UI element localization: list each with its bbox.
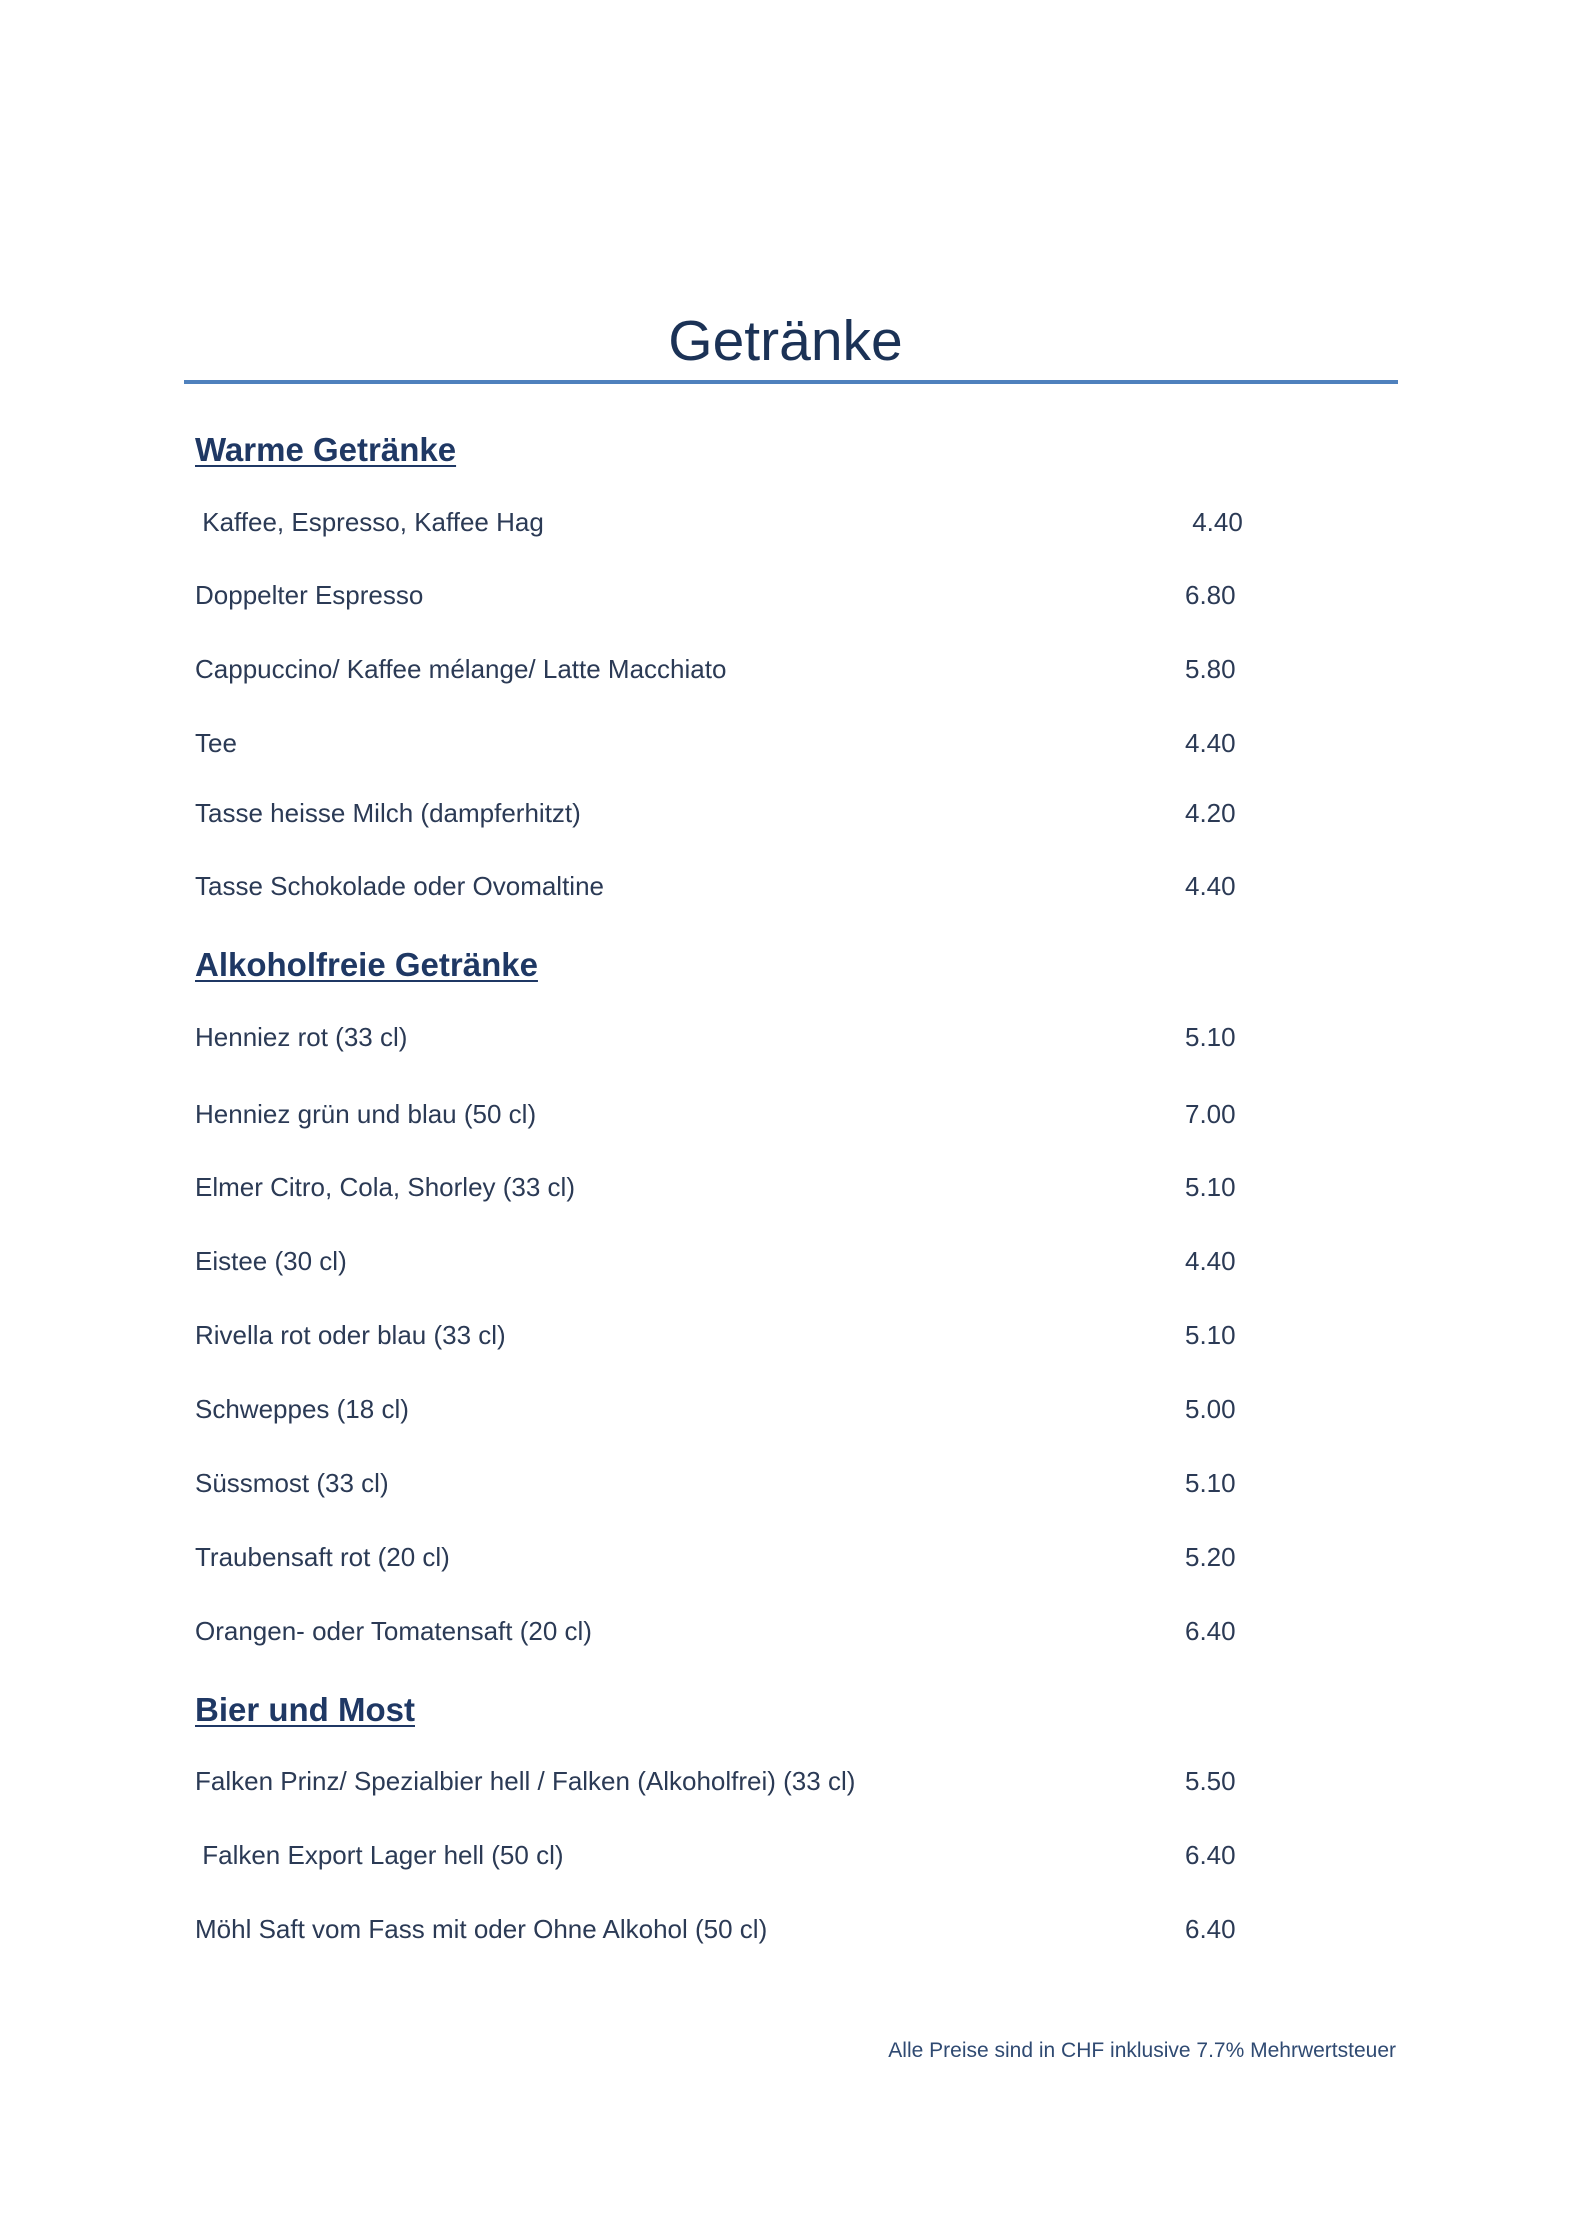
menu-item-price: 5.10 xyxy=(1185,1320,1236,1350)
menu-item-price: 4.40 xyxy=(1185,507,1243,537)
menu-item-name: Doppelter Espresso xyxy=(195,580,424,610)
menu-item-price: 7.00 xyxy=(1185,1099,1236,1129)
menu-item-name: Möhl Saft vom Fass mit oder Ohne Alkohol (50 cl) xyxy=(195,1914,768,1944)
title-divider xyxy=(184,380,1398,384)
section-heading-beer-cider: Bier und Most xyxy=(195,1691,415,1728)
section-heading-warm-drinks: Warme Getränke xyxy=(195,431,457,468)
section-heading-soft-drinks: Alkoholfreie Getränke xyxy=(195,946,538,983)
menu-item-price: 5.10 xyxy=(1185,1468,1236,1498)
menu-item-name: Rivella rot oder blau (33 cl) xyxy=(195,1320,506,1350)
menu-item-price: 4.40 xyxy=(1185,1246,1236,1276)
menu-item-price: 5.80 xyxy=(1185,654,1236,684)
menu-item-name: Henniez rot (33 cl) xyxy=(195,1022,408,1052)
menu-item-price: 5.00 xyxy=(1185,1394,1236,1424)
vat-footer-note: Alle Preise sind in CHF inklusive 7.7% Mehrwertsteuer xyxy=(888,2039,1396,2062)
menu-item-name: Falken Export Lager hell (50 cl) xyxy=(195,1840,564,1870)
menu-item-name: Eistee (30 cl) xyxy=(195,1246,347,1276)
menu-item-price: 6.80 xyxy=(1185,580,1236,610)
menu-item-price: 5.20 xyxy=(1185,1542,1236,1572)
menu-item-name: Kaffee, Espresso, Kaffee Hag xyxy=(195,507,544,537)
menu-item-name: Elmer Citro, Cola, Shorley (33 cl) xyxy=(195,1172,575,1202)
menu-item-name: Cappuccino/ Kaffee mélange/ Latte Macchiato xyxy=(195,654,727,684)
page-title: Getränke xyxy=(668,309,903,373)
menu-item-name: Traubensaft rot (20 cl) xyxy=(195,1542,450,1572)
menu-item-name: Süssmost (33 cl) xyxy=(195,1468,389,1498)
menu-item-name: Henniez grün und blau (50 cl) xyxy=(195,1099,537,1129)
menu-item-price: 6.40 xyxy=(1185,1914,1236,1944)
menu-item-price: 4.40 xyxy=(1185,728,1236,758)
menu-item-price: 4.20 xyxy=(1185,798,1236,828)
menu-item-name: Tee xyxy=(195,728,237,758)
menu-item-price: 5.50 xyxy=(1185,1766,1236,1796)
menu-item-name: Falken Prinz/ Spezialbier hell / Falken (Alkoholfrei) (33 cl) xyxy=(195,1766,856,1796)
menu-item-price: 6.40 xyxy=(1185,1840,1236,1870)
menu-item-price: 6.40 xyxy=(1185,1616,1236,1646)
menu-item-name: Schweppes (18 cl) xyxy=(195,1394,409,1424)
menu-item-name: Tasse heisse Milch (dampferhitzt) xyxy=(195,798,581,828)
menu-item-price: 5.10 xyxy=(1185,1172,1236,1202)
menu-item-price: 5.10 xyxy=(1185,1022,1236,1052)
menu-item-price: 4.40 xyxy=(1185,871,1236,901)
menu-item-name: Tasse Schokolade oder Ovomaltine xyxy=(195,871,605,901)
menu-item-name: Orangen- oder Tomatensaft (20 cl) xyxy=(195,1616,592,1646)
